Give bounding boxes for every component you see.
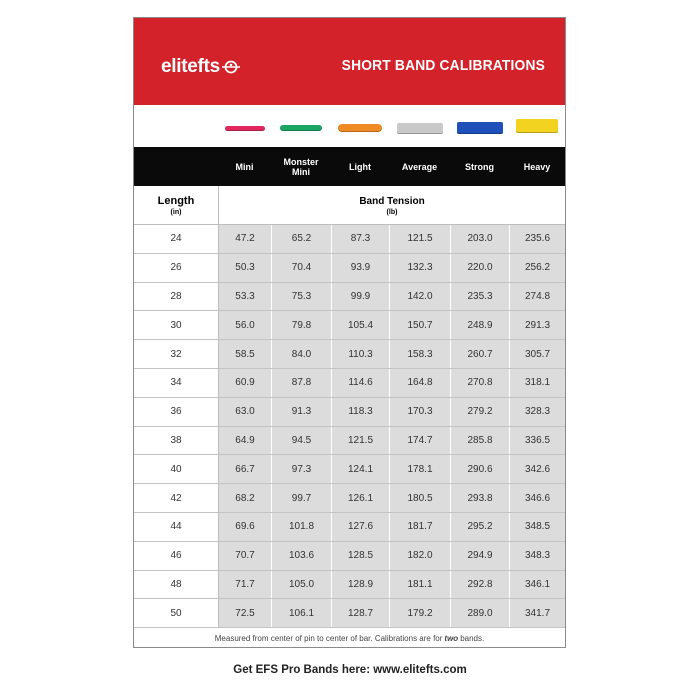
footnote-emphasis: two (444, 633, 459, 643)
tension-cell: 128.7 (331, 599, 389, 627)
band-average-image (397, 123, 443, 134)
page-title: SHORT BAND CALIBRATIONS (341, 57, 545, 74)
band-mini-image (225, 126, 265, 131)
tension-cell: 93.9 (331, 254, 389, 282)
tension-cell: 289.0 (450, 599, 509, 627)
tension-cell: 126.1 (331, 484, 389, 512)
tension-cell: 348.5 (509, 513, 565, 541)
tension-cell: 105.0 (271, 571, 331, 599)
tension-cell: 260.7 (450, 340, 509, 368)
tension-cell: 174.7 (389, 427, 450, 455)
band-light-image (338, 124, 382, 132)
tension-cell: 181.1 (389, 571, 450, 599)
column-header-row (134, 147, 565, 186)
tension-cell: 103.6 (271, 542, 331, 570)
bottom-link-text[interactable]: Get EFS Pro Bands here: www.elitefts.com (233, 664, 467, 676)
tension-cell: 60.9 (218, 369, 271, 397)
col-monster-mini (271, 147, 331, 186)
band-monster-mini-image (280, 125, 322, 131)
length-unit: (in) (170, 209, 182, 216)
logo-text: elitefts (161, 56, 220, 77)
col-monster-mini-line1: Monster (283, 156, 319, 167)
table-row (134, 311, 565, 340)
tension-cell: 94.5 (271, 427, 331, 455)
tension-cell: 235.3 (450, 283, 509, 311)
tension-cell: 342.6 (509, 455, 565, 483)
tension-cell: 99.9 (331, 283, 389, 311)
tension-cell: 66.7 (218, 455, 271, 483)
tension-cell: 235.6 (509, 225, 565, 253)
tension-cell: 84.0 (271, 340, 331, 368)
tension-cell: 181.7 (389, 513, 450, 541)
table-row (134, 571, 565, 600)
tension-cell: 336.5 (509, 427, 565, 455)
tension-cell: 142.0 (389, 283, 450, 311)
tension-cell: 295.2 (450, 513, 509, 541)
tension-cell: 87.8 (271, 369, 331, 397)
length-label: Length (157, 195, 195, 207)
table-row (134, 427, 565, 456)
band-images-row (134, 105, 565, 147)
tension-cell: 79.8 (271, 311, 331, 339)
tension-cell: 50.3 (218, 254, 271, 282)
band-heavy-image (516, 119, 558, 133)
length-cell: 48 (134, 571, 218, 599)
header-banner (134, 18, 565, 105)
tension-cell: 150.7 (389, 311, 450, 339)
tension-cell: 118.3 (331, 398, 389, 426)
tension-cell: 318.1 (509, 369, 565, 397)
tension-cell: 291.3 (509, 311, 565, 339)
tension-cell: 58.5 (218, 340, 271, 368)
tension-cell: 65.2 (271, 225, 331, 253)
tension-cell: 99.7 (271, 484, 331, 512)
tension-unit: (lb) (386, 208, 398, 216)
tension-cell: 182.0 (389, 542, 450, 570)
col-strong: Strong (465, 161, 494, 172)
tension-cell: 305.7 (509, 340, 565, 368)
table-row (134, 254, 565, 283)
tension-cell: 290.6 (450, 455, 509, 483)
tension-cell: 292.8 (450, 571, 509, 599)
length-cell: 44 (134, 513, 218, 541)
tension-cell: 121.5 (331, 427, 389, 455)
table-row (134, 340, 565, 369)
brand-logo (161, 56, 240, 78)
length-header (134, 186, 218, 225)
table-row (134, 369, 565, 398)
tension-cell: 346.1 (509, 571, 565, 599)
tension-cell: 128.9 (331, 571, 389, 599)
tension-cell: 220.0 (450, 254, 509, 282)
tension-cell: 248.9 (450, 311, 509, 339)
calibration-table-body (134, 225, 565, 628)
tension-cell: 87.3 (331, 225, 389, 253)
tension-cell: 256.2 (509, 254, 565, 282)
tension-cell: 341.7 (509, 599, 565, 627)
tension-header (218, 186, 565, 225)
table-row (134, 225, 565, 254)
tension-cell: 64.9 (218, 427, 271, 455)
col-mini: Mini (235, 161, 254, 172)
sub-header-row (134, 186, 565, 225)
footnote-after: bands. (460, 633, 485, 643)
footnote-before: Measured from center of pin to center of bar. Calibrations are for (214, 633, 443, 643)
length-cell: 50 (134, 599, 218, 627)
tension-cell: 178.1 (389, 455, 450, 483)
tension-cell: 97.3 (271, 455, 331, 483)
tension-cell: 70.7 (218, 542, 271, 570)
tension-cell: 105.4 (331, 311, 389, 339)
tension-cell: 72.5 (218, 599, 271, 627)
tension-cell: 106.1 (271, 599, 331, 627)
tension-cell: 71.7 (218, 571, 271, 599)
length-cell: 26 (134, 254, 218, 282)
col-heavy: Heavy (523, 161, 551, 172)
tension-cell: 293.8 (450, 484, 509, 512)
length-cell: 36 (134, 398, 218, 426)
tension-cell: 270.8 (450, 369, 509, 397)
tension-cell: 91.3 (271, 398, 331, 426)
tension-cell: 101.8 (271, 513, 331, 541)
tension-cell: 328.3 (509, 398, 565, 426)
tension-cell: 121.5 (389, 225, 450, 253)
tension-cell: 170.3 (389, 398, 450, 426)
tension-label: Band Tension (359, 195, 425, 207)
band-strong-image (457, 122, 503, 134)
table-row (134, 283, 565, 312)
length-cell: 34 (134, 369, 218, 397)
tension-cell: 346.6 (509, 484, 565, 512)
tension-cell: 110.3 (331, 340, 389, 368)
tension-cell: 47.2 (218, 225, 271, 253)
table-row (134, 484, 565, 513)
tension-cell: 114.6 (331, 369, 389, 397)
calibration-card (133, 17, 566, 648)
tension-cell: 294.9 (450, 542, 509, 570)
tension-cell: 179.2 (389, 599, 450, 627)
length-cell: 24 (134, 225, 218, 253)
tension-cell: 127.6 (331, 513, 389, 541)
length-cell: 40 (134, 455, 218, 483)
tension-cell: 128.5 (331, 542, 389, 570)
length-cell: 46 (134, 542, 218, 570)
length-cell: 32 (134, 340, 218, 368)
tension-cell: 124.1 (331, 455, 389, 483)
footnote (134, 628, 565, 648)
table-row (134, 542, 565, 571)
tension-cell: 279.2 (450, 398, 509, 426)
tension-cell: 68.2 (218, 484, 271, 512)
tension-cell: 63.0 (218, 398, 271, 426)
tension-cell: 158.3 (389, 340, 450, 368)
tension-cell: 348.3 (509, 542, 565, 570)
tension-cell: 274.8 (509, 283, 565, 311)
col-light: Light (349, 161, 371, 172)
tension-cell: 180.5 (389, 484, 450, 512)
tension-cell: 164.8 (389, 369, 450, 397)
table-row (134, 398, 565, 427)
tension-cell: 70.4 (271, 254, 331, 282)
length-cell: 28 (134, 283, 218, 311)
col-average: Average (401, 161, 438, 172)
length-cell: 42 (134, 484, 218, 512)
table-row (134, 513, 565, 542)
tension-cell: 132.3 (389, 254, 450, 282)
col-monster-mini-line2: Mini (292, 166, 310, 177)
tension-cell: 75.3 (271, 283, 331, 311)
barbell-logo-icon (222, 60, 240, 74)
length-cell: 38 (134, 427, 218, 455)
tension-cell: 53.3 (218, 283, 271, 311)
table-row (134, 599, 565, 628)
tension-cell: 203.0 (450, 225, 509, 253)
table-row (134, 455, 565, 484)
tension-cell: 69.6 (218, 513, 271, 541)
tension-cell: 56.0 (218, 311, 271, 339)
length-cell: 30 (134, 311, 218, 339)
tension-cell: 285.8 (450, 427, 509, 455)
